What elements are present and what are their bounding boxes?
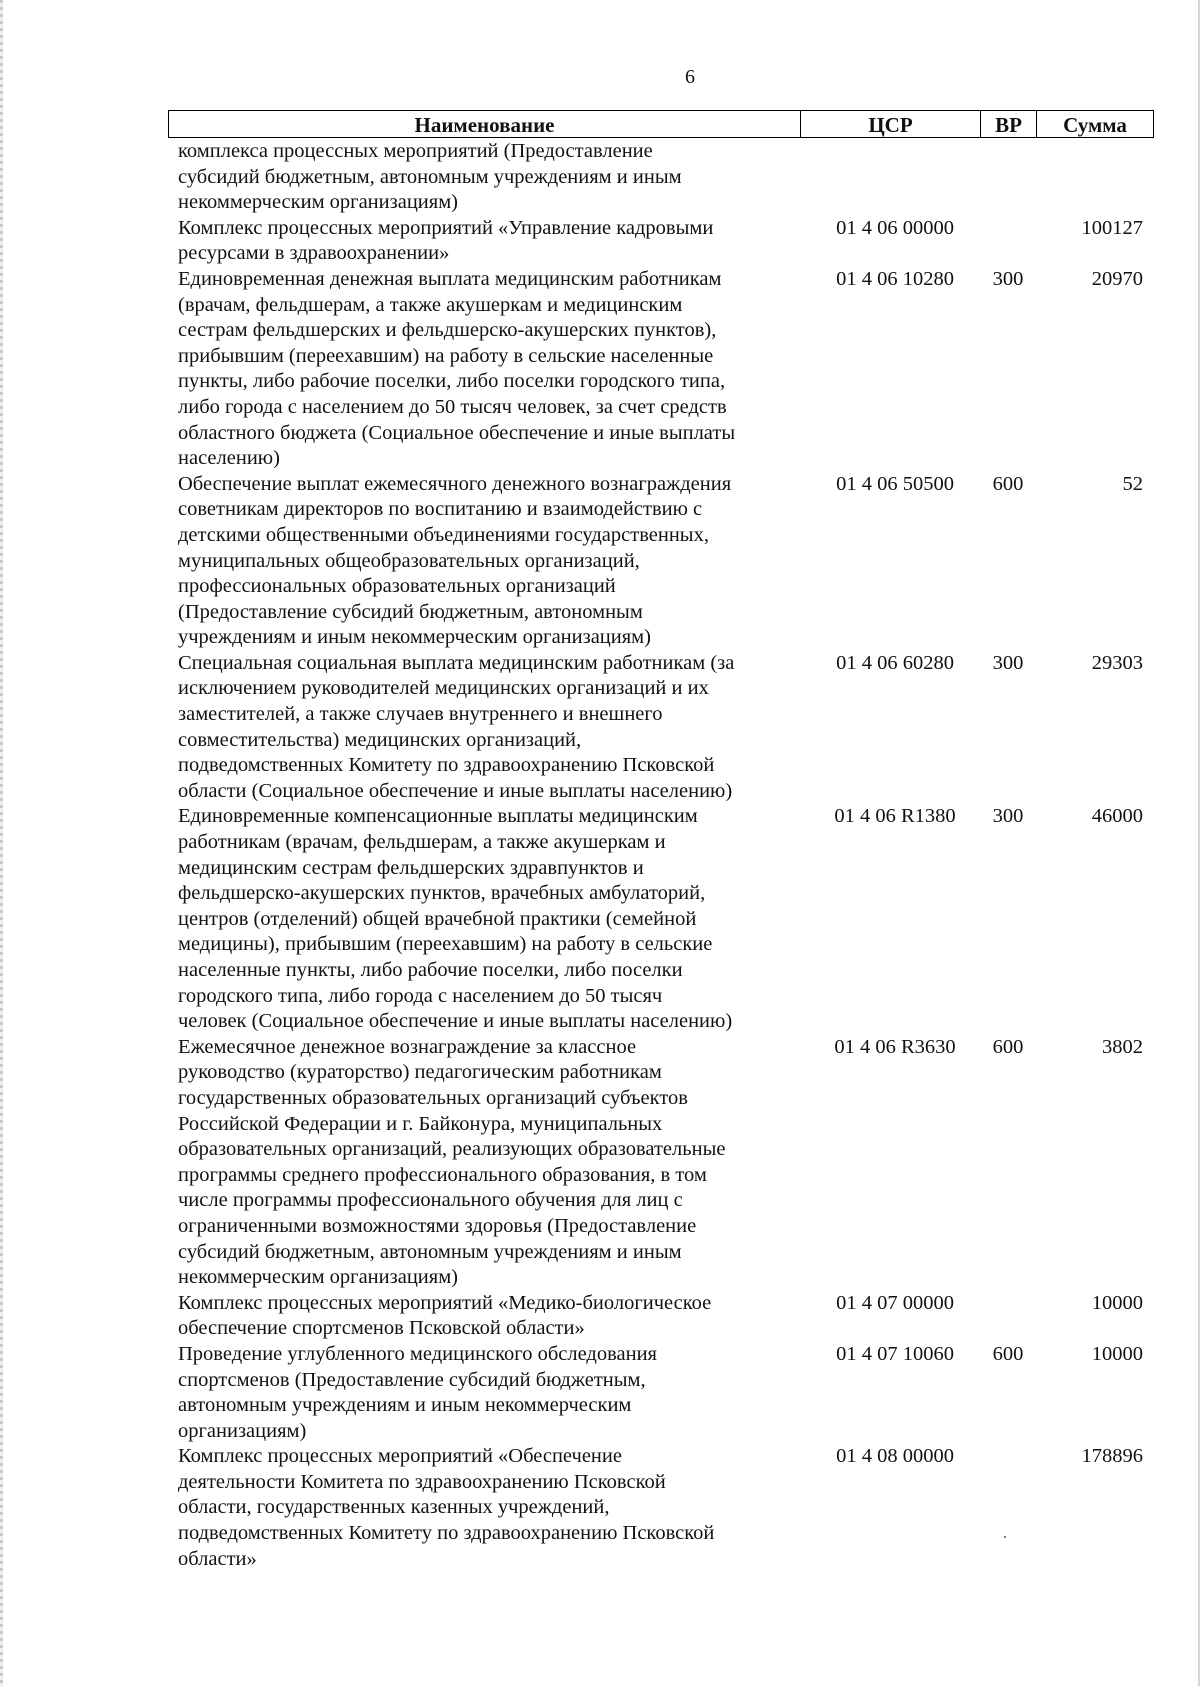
row-name: Комплекс процессных мероприятий «Медико-биологическое обеспечение спортсменов Псковской области» [178,1291,712,1340]
scan-edge-left [0,0,3,1686]
table-row [168,216,1154,267]
row-vr: 600 [992,1342,1024,1365]
row-name: Единовременная денежная выплата медицинским работникам (врачам, фельдшерам, а также акушеркам и медицинским сестрам фельдшерских и фельдшерско-акушерских пунктов), прибывшим (переехавшим) на работу в сельские населенные пункты, либо рабочие поселки, либо поселки городского типа, либо города с населением до 50 тысяч человек, за счет средств областного бюджета (Социальное обеспечение и иные выплаты населению) [178,267,736,470]
table-body [168,139,1154,1572]
row-vr [980,1291,1036,1342]
row-vr: 300 [992,805,1024,828]
row-vr: 300 [992,651,1024,674]
row-sum: 10000 [1091,1291,1143,1314]
row-csr: 01 4 08 00000 [836,1445,954,1468]
row-vr [980,1444,1036,1572]
row-csr: 01 4 07 10060 [836,1342,954,1365]
row-csr: 01 4 06 10280 [836,267,954,290]
header-csr: ЦСР [801,111,981,137]
row-sum: 29303 [1091,651,1143,674]
row-sum: 20970 [1091,267,1143,290]
page-number: 6 [685,66,695,88]
row-name: Специальная социальная выплата медицинским работникам (за исключением руководителей медицинских организаций и их заместителей, а также случаев внутреннего и внешнего совместительства) медицинских организаций, подведомственных Комитету по здравоохранению Псковской области (Социальное обеспечение и иные выплаты населению) [178,651,735,802]
row-vr: 600 [992,472,1024,495]
header-vr: ВР [981,111,1037,137]
row-csr: 01 4 06 R3630 [834,1035,956,1058]
row-sum: 3802 [1102,1035,1143,1058]
row-name: Единовременные компенсационные выплаты медицинским работникам (врачам, фельдшерам, а также акушеркам и медицинским сестрам фельдшерских здравпунктов и фельдшерско-акушерских пунктов, врачебных амбулаторий, центров (отделений) общей врачебной практики (семейной медицины), прибывшим (переехавшим) на работу в сельские населенные пункты, либо рабочие поселки, либо поселки городского типа, либо города с населением до 50 тысяч человек (Социальное обеспечение и иные выплаты населению) [178,805,733,1033]
table-row [168,267,1154,472]
row-csr: 01 4 07 00000 [836,1291,954,1314]
budget-table [168,110,1154,1572]
row-vr: 600 [992,1035,1024,1058]
row-vr [980,139,1036,216]
row-name: Обеспечение выплат ежемесячного денежного вознаграждения советникам директоров по воспитанию и взаимодействию с детскими общественными объединениями государственных, муниципальных общеобразовательных организаций, профессиональных образовательных организаций (Предоставление субсидий бюджетным, автономным учреждениям и иным некоммерческим организациям) [178,472,732,649]
header-name: Наименование [169,111,801,137]
row-name: Проведение углубленного медицинского обследования спортсменов (Предоставление субсидий бюджетным, автономным учреждениям и иным некоммерческим организациям) [178,1342,657,1442]
row-name: комплекса процессных мероприятий (Предоставление субсидий бюджетным, автономным учреждениям и иным некоммерческим организациям) [178,140,682,214]
row-csr: 01 4 06 50500 [836,472,954,495]
row-sum: 178896 [1081,1445,1143,1468]
table-row [168,1035,1154,1291]
row-sum [1036,139,1154,216]
row-name: Ежемесячное денежное вознаграждение за классное руководство (кураторство) педагогическим работникам государственных образовательных организаций субъектов Российской Федерации и г. Байконура, муниципальных образовательных организаций, реализующих образовательные программы среднего профессионального образования, в том числе программы профессионального обучения для лиц с ограниченными возможностями здоровья (Предоставление субсидий бюджетным, автономным учреждениям и иным некоммерческим организациям) [178,1035,726,1289]
table-row [168,1342,1154,1444]
scan-speck [1004,1536,1006,1538]
row-csr: 01 4 06 60280 [836,651,954,674]
row-name: Комплекс процессных мероприятий «Управление кадровыми ресурсами в здравоохранении» [178,216,714,265]
row-sum: 52 [1122,472,1143,495]
table-row [168,1291,1154,1342]
row-name: Комплекс процессных мероприятий «Обеспечение деятельности Комитета по здравоохранению Псковской области, государственных казенных учреждений, подведомственных Комитету по здравоохранению Псковской области» [178,1445,715,1570]
row-csr: 01 4 06 R1380 [834,805,956,828]
table-row [168,651,1154,805]
row-vr: 300 [992,267,1024,290]
table-row [168,804,1154,1034]
table-row [168,139,1154,216]
row-vr [980,216,1036,267]
row-sum: 10000 [1091,1342,1143,1365]
table-header [168,110,1154,138]
row-csr: 01 4 06 00000 [836,216,954,239]
row-sum: 100127 [1081,216,1143,239]
header-sum: Сумма [1063,113,1127,137]
table-row [168,472,1154,651]
table-row [168,1444,1154,1572]
row-csr [800,139,980,216]
row-sum: 46000 [1091,805,1143,828]
